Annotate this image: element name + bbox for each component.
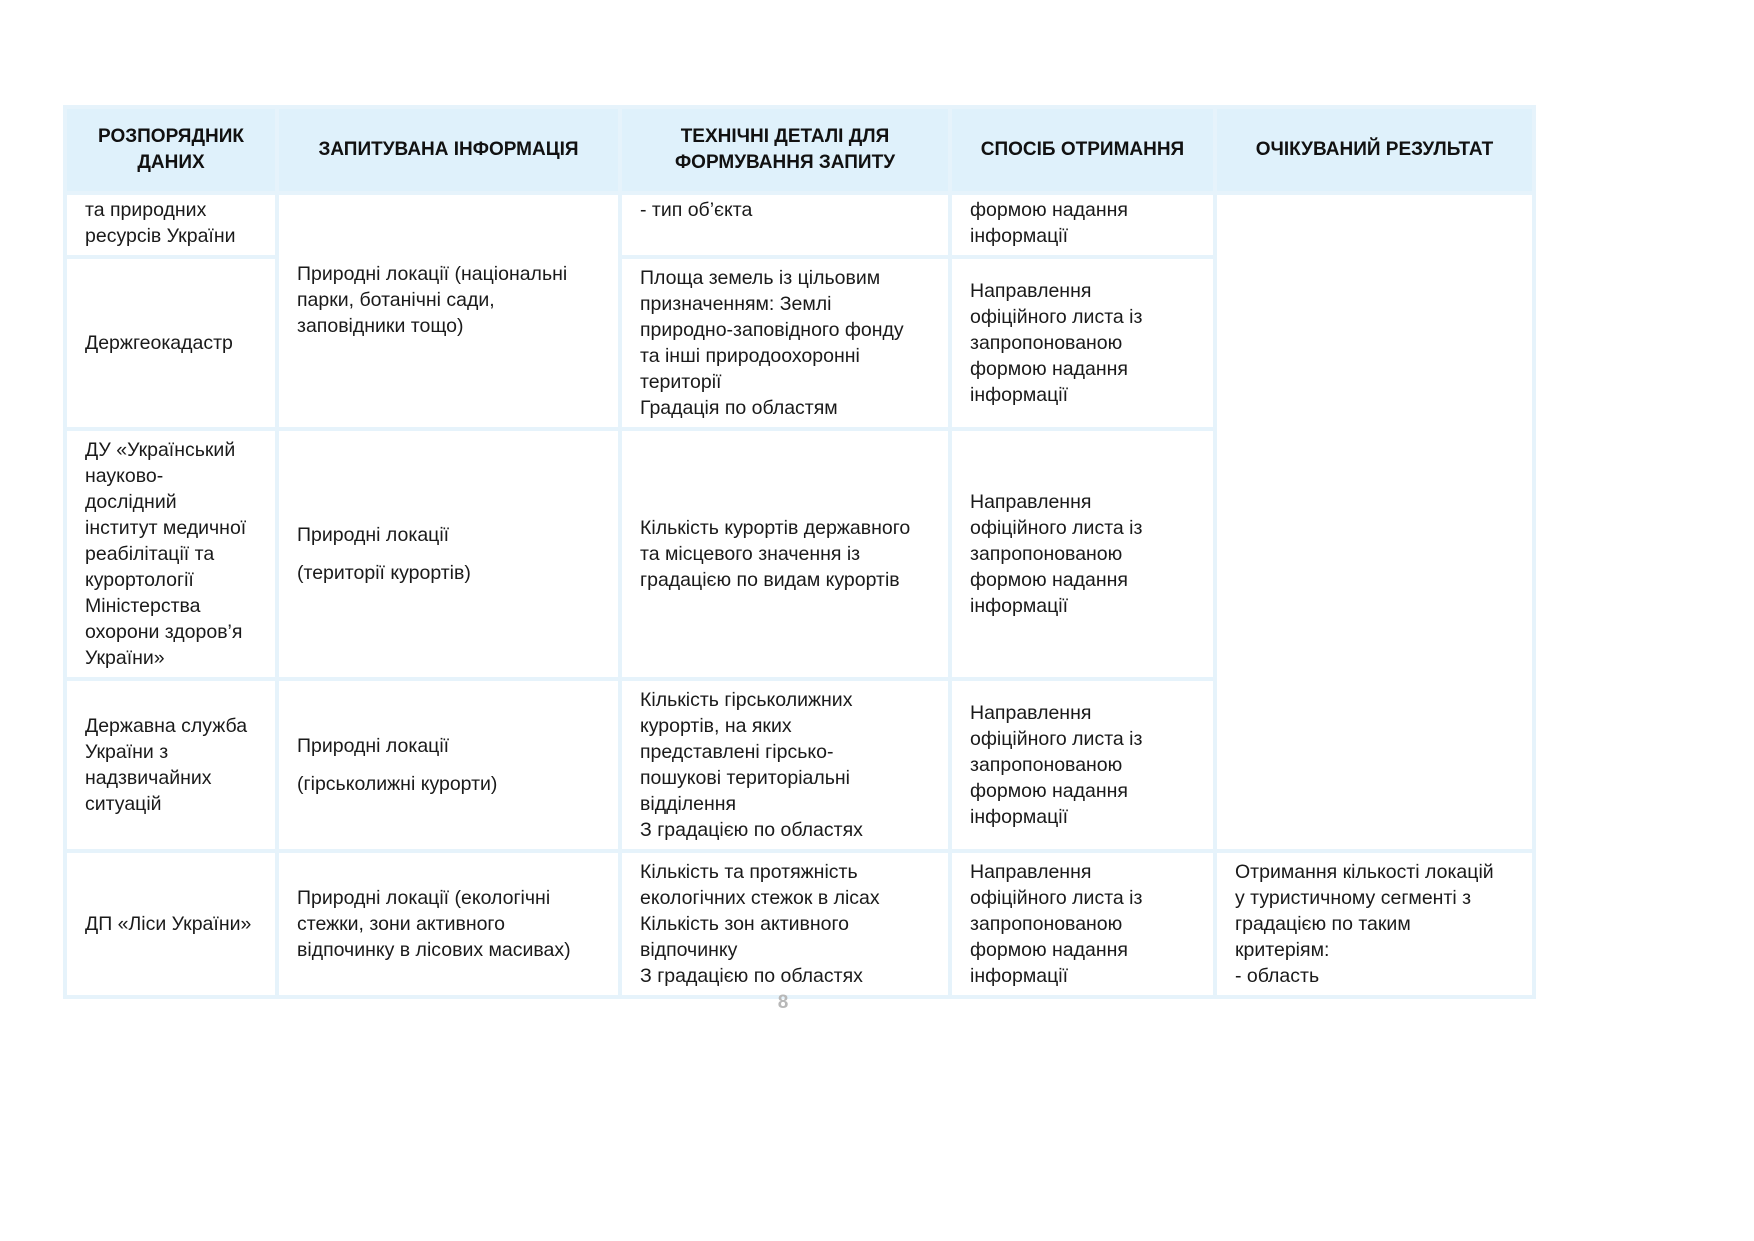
requested-info-cell: Природні локації (території курортів) xyxy=(277,429,620,679)
obtaining-method-cell: Направлення офіційного листа із запропонованою формою надання інформації xyxy=(950,851,1215,997)
header-expected-result: ОЧІКУВАНИЙ РЕЗУЛЬТАТ xyxy=(1215,107,1534,193)
table-row xyxy=(65,193,1534,257)
obtaining-method-cell: формою надання інформації xyxy=(950,193,1215,257)
obtaining-method-cell: Направлення офіційного листа із запропонованою формою надання інформації xyxy=(950,679,1215,851)
technical-details-cell: Площа земель із цільовим призначенням: Землі природно-заповідного фонду та інші природоохоронні території Градація по областям xyxy=(620,257,950,429)
data-holder-cell: Держгеокадастр xyxy=(65,257,277,429)
technical-details-cell: Кількість гірськолижних курортів, на яких представлені гірсько- пошукові територіальні відділення З градацією по областях xyxy=(620,679,950,851)
requested-info-cell: Природні локації (національні парки, ботанічні сади, заповідники тощо) xyxy=(277,193,620,429)
technical-details-cell: Кількість та протяжність екологічних стежок в лісах Кількість зон активного відпочинку З градацією по областях xyxy=(620,851,950,997)
table-header-row xyxy=(65,107,1534,193)
header-data-holder: РОЗПОРЯДНИК ДАНИХ xyxy=(65,107,277,193)
header-requested-info: ЗАПИТУВАНА ІНФОРМАЦІЯ xyxy=(277,107,620,193)
header-obtaining-method: СПОСІБ ОТРИМАННЯ xyxy=(950,107,1215,193)
page-number: 8 xyxy=(777,992,789,1013)
requested-info-cell: Природні локації (гірськолижні курорти) xyxy=(277,679,620,851)
data-holder-cell: Державна служба України з надзвичайних ситуацій xyxy=(65,679,277,851)
technical-details-cell: Кількість курортів державного та місцевого значення із градацією по видам курортів xyxy=(620,429,950,679)
expected-result-cell-empty xyxy=(1215,193,1534,851)
obtaining-method-cell: Направлення офіційного листа із запропонованою формою надання інформації xyxy=(950,257,1215,429)
obtaining-method-cell: Направлення офіційного листа із запропонованою формою надання інформації xyxy=(950,429,1215,679)
technical-details-cell: - тип об’єкта xyxy=(620,193,950,257)
data-sources-table xyxy=(63,105,1536,999)
table-row xyxy=(65,851,1534,997)
requested-info-cell: Природні локації (екологічні стежки, зони активного відпочинку в лісових масивах) xyxy=(277,851,620,997)
data-holder-cell: та природних ресурсів України xyxy=(65,193,277,257)
header-technical-details: ТЕХНІЧНІ ДЕТАЛІ ДЛЯ ФОРМУВАННЯ ЗАПИТУ xyxy=(620,107,950,193)
data-table-container xyxy=(63,105,1532,987)
data-holder-cell: ДУ «Український науково- дослідний інститут медичної реабілітації та курортології Міністерства охорони здоров’я України» xyxy=(65,429,277,679)
expected-result-cell: Отримання кількості локацій у туристичному сегменті з градацією по таким критеріям: - область xyxy=(1215,851,1534,997)
data-holder-cell: ДП «Ліси України» xyxy=(65,851,277,997)
